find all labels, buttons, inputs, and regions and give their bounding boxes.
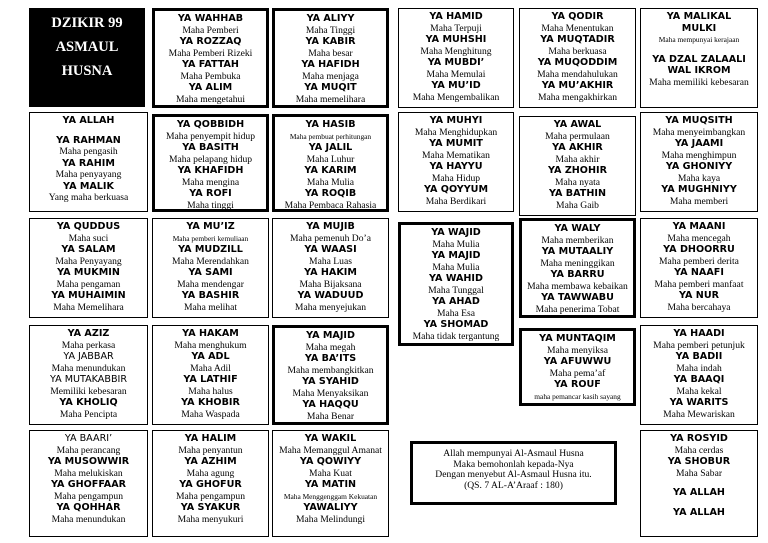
divine-name: YA AFUWWU	[543, 356, 612, 367]
name-meaning: Maha Tunggal	[428, 284, 484, 296]
divine-name: YA FATTAH	[182, 59, 239, 70]
name-card	[398, 8, 514, 108]
name-meaning: Maha pengaman	[56, 278, 121, 290]
divine-name: YA MAJID	[431, 250, 481, 261]
name-meaning: Maha melukiskan	[54, 467, 123, 479]
divine-name: YA QODIR	[551, 11, 604, 22]
name-meaning: Maha permulaan	[545, 130, 610, 142]
divine-name: YA QOYYUM	[424, 184, 488, 195]
name-meaning: Maha menghimpun	[661, 149, 737, 161]
divine-name: YA HAKAM	[182, 328, 239, 339]
name-card	[152, 430, 269, 537]
name-card	[272, 8, 389, 108]
name-meaning: Memiliki kebesaran	[50, 385, 127, 397]
name-meaning: Maha Mulia	[306, 176, 355, 188]
name-meaning: Maha penyayang	[55, 169, 122, 180]
divine-name: YA HAYYU	[429, 161, 483, 172]
divine-name: YA WAHID	[429, 273, 483, 284]
name-meaning: Maha penyempit hidup	[166, 130, 255, 142]
name-meaning: Maha memelihara	[295, 93, 366, 105]
quote-line: Dengan menyebut Al-Asmaul Husna itu.	[435, 469, 592, 481]
divine-name: YA ALLAH	[673, 487, 725, 498]
name-meaning: Maha mengina	[181, 176, 240, 188]
divine-name: YA BASHIR	[181, 290, 240, 301]
name-meaning: Maha pemberi derita	[659, 255, 739, 267]
divine-name: YA HAKIM	[304, 267, 357, 278]
name-meaning: Maha kaya	[677, 172, 721, 184]
divine-name: YA HALIM	[184, 433, 237, 444]
name-card	[519, 218, 636, 318]
divine-name: YA SYAHID	[302, 376, 359, 387]
name-meaning: Maha pengampun	[53, 490, 123, 502]
divine-name: YA GHOFFAAR	[50, 479, 127, 490]
divine-name: YA MATIN	[304, 479, 357, 490]
name-meaning: Maha Mematikan	[422, 149, 490, 161]
name-meaning: Maha tinggi	[187, 199, 234, 211]
name-meaning: Maha Kuat	[309, 467, 352, 479]
name-meaning: Maha menjaga	[302, 70, 359, 82]
divine-name: YA AWAL	[553, 119, 602, 130]
name-meaning: Maha Benar	[306, 410, 355, 422]
name-meaning: Maha memberikan	[541, 234, 614, 246]
name-meaning: Maha membawa kebaikan	[527, 280, 628, 292]
divine-name: YA SALAM	[61, 244, 116, 255]
divine-name: YA WAJID	[431, 227, 481, 238]
spacer	[643, 499, 755, 507]
divine-name: YA BARRU	[550, 269, 605, 280]
name-card	[519, 116, 636, 216]
divine-name: YA MALIKAL	[666, 11, 732, 22]
divine-name: YA MAANI	[672, 221, 726, 232]
name-meaning: Maha Waspada	[181, 408, 240, 420]
name-meaning: Maha memiliki kebesaran	[649, 76, 749, 88]
divine-name: YA AZHIM	[184, 456, 237, 467]
name-meaning: Maha Luas	[309, 255, 352, 267]
divine-name: YA MUNTAQIM	[539, 333, 616, 344]
divine-name: YA SYAKUR	[180, 502, 241, 513]
divine-name: YA SAMI	[188, 267, 233, 278]
spacer	[32, 127, 145, 135]
divine-name: YA QOWIYY	[299, 456, 362, 467]
divine-name: YA BATHIN	[549, 188, 606, 199]
name-meaning: Maha pemberi kemuliaan	[172, 233, 249, 243]
name-card	[152, 114, 269, 212]
name-card	[398, 222, 514, 346]
divine-name: YA MU’AKHIR	[541, 80, 614, 91]
name-meaning: Maha Gaib	[556, 199, 599, 211]
name-meaning: Maha akhir	[555, 153, 600, 165]
divine-name: YA MUHYI	[429, 115, 483, 126]
divine-name: YA MU’IZ	[186, 221, 235, 232]
name-meaning: Maha Memanggul Amanat	[279, 444, 382, 456]
divine-name: YA TAWWABU	[541, 292, 614, 303]
name-card	[640, 218, 758, 318]
name-card	[398, 112, 514, 212]
divine-name: YA BADII	[675, 351, 723, 362]
name-meaning: Maha menundukan	[51, 513, 126, 525]
name-meaning: Maha Mengembalikan	[412, 91, 500, 103]
name-meaning: Maha Memulai	[426, 68, 486, 80]
name-meaning: Maha tidak tergantung	[412, 330, 500, 342]
title-block	[29, 8, 145, 107]
name-card	[29, 218, 148, 318]
divine-name: YA BA’ITS	[304, 353, 357, 364]
name-meaning: Maha agung	[186, 467, 235, 479]
name-meaning: Maha menyiksa	[546, 344, 608, 356]
name-meaning: Maha Menghidupkan	[414, 126, 498, 138]
name-card	[519, 328, 636, 406]
name-card	[29, 112, 148, 212]
divine-name: MULKI	[681, 22, 717, 34]
name-meaning: Maha Pemberi Rizeki	[168, 47, 253, 59]
divine-name: YA ROSYID	[670, 433, 728, 444]
name-meaning: Maha melihat	[183, 301, 237, 313]
divine-name: YA HAQQU	[302, 399, 359, 410]
name-meaning: Maha Menghitung	[420, 45, 492, 57]
divine-name: YA ROQIB	[304, 188, 357, 199]
name-card	[272, 218, 389, 318]
divine-name: YA WALY	[554, 223, 601, 234]
divine-name: YA KHAFIDH	[177, 165, 244, 176]
divine-name: WAL IKROM	[667, 65, 731, 76]
name-card	[29, 325, 148, 425]
name-meaning: Maha nyata	[554, 176, 601, 188]
divine-name: YA QOHHAR	[56, 502, 121, 513]
name-meaning: Maha pemberi manfaat	[654, 278, 744, 290]
quote-line: Maka bemohonlah kepada-Nya	[453, 458, 574, 470]
name-meaning: Maha menundukan	[51, 362, 126, 374]
spacer	[643, 479, 755, 487]
name-card	[640, 112, 758, 212]
name-meaning: Maha Melindungi	[295, 513, 365, 525]
name-meaning: Maha Bijaksana	[299, 278, 362, 290]
name-meaning: Maha berkuasa	[548, 45, 607, 57]
name-meaning: Maha Pemberi	[182, 24, 239, 36]
divine-name: YA MUDZILL	[178, 244, 243, 255]
name-meaning: Yang maha berkuasa	[48, 192, 129, 203]
name-meaning: Maha Adil	[190, 362, 231, 374]
divine-name: YA ALLAH	[62, 115, 115, 126]
name-meaning: Maha meninggikan	[540, 257, 615, 269]
divine-name: YA KHOBIR	[181, 397, 240, 408]
divine-name: YA DHOORRU	[663, 244, 735, 255]
name-meaning: Maha Mewariskan	[663, 408, 735, 420]
title-line: ASMAUL	[55, 39, 119, 55]
divine-name: YA MUGHNIYY	[661, 184, 737, 195]
divine-name: YA MUJIB	[306, 221, 355, 232]
divine-name: YA MUMIT	[429, 138, 483, 149]
name-card	[640, 430, 758, 537]
name-meaning: Maha menyeimbangkan	[652, 126, 746, 138]
name-meaning: Maha mengakhirkan	[537, 91, 618, 103]
title-line: HUSNA	[61, 63, 113, 79]
name-meaning: Maha megah	[305, 341, 356, 353]
name-card	[640, 325, 758, 425]
divine-name: YA HAMID	[429, 11, 483, 22]
name-meaning: Maha pemenuh Do’a	[290, 232, 371, 244]
divine-name: YA ROZZAQ	[179, 36, 242, 47]
divine-name: YA KARIM	[304, 165, 357, 176]
divine-name: YA AZIZ	[67, 328, 110, 339]
name-meaning: Maha Terpuji	[430, 22, 482, 34]
divine-name: YA MUQSITH	[665, 115, 733, 126]
name-meaning: Maha suci	[68, 232, 109, 244]
divine-name: YA BAAQI	[673, 374, 725, 385]
divine-name: YA RAHIM	[62, 157, 115, 169]
quote-line: (QS. 7 AL-A’Araaf : 180)	[464, 479, 563, 491]
divine-name: YA MUTAALIY	[541, 246, 614, 257]
name-card	[29, 430, 148, 537]
divine-name: YA SHOBUR	[667, 456, 731, 467]
divine-name: YA WAHHAB	[177, 13, 244, 24]
divine-name: YA HASIB	[305, 119, 356, 130]
divine-name: YA MALIK	[63, 180, 114, 192]
name-card	[152, 8, 269, 108]
divine-name: YA MUQIT	[304, 82, 357, 93]
divine-name: YA WAKIL	[304, 433, 357, 444]
divine-name: YA LATHIF	[183, 374, 238, 385]
divine-name: YA ADL	[191, 351, 230, 362]
divine-name: YA MU’ID	[431, 80, 481, 91]
divine-name: YA JABBAR	[63, 351, 114, 362]
name-meaning: Maha pelapang hidup	[168, 153, 253, 165]
name-meaning: Maha Luhur	[306, 153, 355, 165]
divine-name: YA ROFI	[189, 188, 232, 199]
divine-name: YA MUHAIMIN	[51, 290, 126, 301]
name-meaning: Maha menghukum	[174, 339, 247, 351]
divine-name: YA AHAD	[432, 296, 480, 307]
name-meaning: Maha Memelihara	[53, 301, 124, 313]
name-meaning: Maha Pencipta	[59, 408, 118, 420]
name-meaning: Maha cerdas	[674, 444, 724, 456]
name-meaning: Maha penyantun	[178, 444, 243, 456]
name-meaning: Maha penerima Tobat	[535, 303, 620, 315]
divine-name: YA MUSOWWIR	[47, 456, 130, 467]
divine-name: YA ROUF	[554, 379, 601, 390]
title-line: DZIKIR 99	[51, 15, 123, 31]
name-meaning: Maha mendahulukan	[537, 68, 618, 80]
divine-name: YA ZHOHIR	[548, 165, 607, 176]
divine-name: YA MUTAKABBIR	[49, 374, 128, 385]
name-meaning: Maha Hidup	[431, 172, 481, 184]
name-card	[272, 325, 389, 425]
name-meaning: Maha Pembaca Rahasia	[284, 199, 377, 211]
divine-name: YA ALIM	[188, 82, 233, 93]
name-meaning: Maha Esa	[436, 307, 476, 319]
quote-line: Allah mempunyai Al-Asmaul Husna	[443, 448, 584, 459]
name-meaning: Maha Tinggi	[305, 24, 356, 36]
divine-name: YA QOBBIDH	[176, 119, 245, 130]
name-meaning: Maha perkasa	[61, 339, 116, 351]
divine-name: YA MUQTADIR	[540, 34, 615, 45]
divine-name: YA WARITS	[669, 397, 729, 408]
divine-name: YA SHOMAD	[423, 319, 489, 330]
divine-name: YA WADUUD	[297, 290, 364, 301]
divine-name: YA MUBDI’	[427, 57, 485, 68]
name-meaning: Maha pengampun	[175, 490, 245, 502]
divine-name: YA MUQODDIM	[537, 57, 618, 68]
divine-name: YA NUR	[679, 290, 719, 301]
name-meaning: Maha Mulia	[432, 238, 480, 250]
name-meaning: Maha perancang	[56, 444, 121, 456]
name-card	[272, 430, 389, 537]
name-meaning: Maha bercahaya	[667, 301, 731, 313]
divine-name: YA JALIL	[308, 142, 353, 153]
divine-name: YA HAFIDH	[301, 59, 360, 70]
name-card	[640, 8, 758, 108]
divine-name: YA RAHMAN	[56, 134, 121, 146]
divine-name: YA BASITH	[182, 142, 239, 153]
name-meaning: Maha besar	[308, 47, 353, 59]
name-meaning: Maha memberi	[669, 195, 729, 207]
divine-name: YA KHOLIQ	[59, 397, 118, 408]
divine-name: YA MAJID	[306, 330, 355, 341]
name-meaning: Maha halus	[188, 385, 233, 397]
divine-name: YA GHOFUR	[179, 479, 242, 490]
divine-name: YA WAASI	[304, 244, 357, 255]
name-card	[272, 114, 389, 212]
name-meaning: Maha mendengar	[177, 278, 244, 290]
divine-name: YA AKHIR	[552, 142, 603, 153]
name-meaning: Maha Sabar	[675, 467, 723, 479]
name-meaning: Maha menyukuri	[177, 513, 244, 525]
name-card	[152, 325, 269, 425]
divine-name: YA MUHSHI	[425, 34, 487, 45]
divine-name: YA JAAMI	[674, 138, 724, 149]
name-meaning: Maha pengasih	[59, 146, 118, 157]
name-meaning: Maha kekal	[676, 385, 722, 397]
name-meaning: Maha Menyaksikan	[292, 387, 369, 399]
name-meaning: Maha Pembuka	[180, 70, 241, 82]
name-meaning: Maha Merendahkan	[172, 255, 249, 267]
divine-name: YA HAADI	[673, 328, 725, 339]
name-meaning: Maha membangkitkan	[287, 364, 374, 376]
name-meaning: Maha Menggenggam Kekuatan	[283, 491, 378, 501]
divine-name: YA ALLAH	[673, 506, 725, 518]
divine-name: YA BAARI’	[64, 433, 113, 444]
divine-name: YA MUKMIN	[57, 267, 120, 278]
name-meaning: maha pemancar kasih sayang	[534, 391, 621, 401]
divine-name: YA QUDDUS	[56, 221, 121, 232]
divine-name: YA KABIR	[305, 36, 356, 47]
name-meaning: Maha pema’af	[549, 367, 606, 379]
name-meaning: Maha Menentukan	[541, 22, 614, 34]
spacer	[643, 46, 755, 54]
divine-name: YA NAAFI	[674, 267, 724, 278]
name-meaning: Maha Berdikari	[425, 195, 487, 207]
name-card	[519, 8, 636, 108]
name-meaning: Maha pembuat perhitungan	[289, 131, 372, 141]
name-meaning: Maha pemberi petunjuk	[653, 339, 745, 351]
name-card	[152, 218, 269, 318]
divine-name: YA GHONIYY	[665, 161, 733, 172]
divine-name: YA DZAL ZALAALI	[652, 53, 746, 65]
name-meaning: Maha indah	[676, 362, 722, 374]
name-meaning: Maha mencegah	[667, 232, 731, 244]
divine-name: YAWALIYY	[303, 502, 358, 513]
quran-quote-box	[410, 441, 617, 505]
name-meaning: Maha mengetahui	[176, 93, 245, 105]
name-meaning: Maha menyejukan	[294, 301, 367, 313]
name-meaning: Maha mempunyai kerajaan	[658, 35, 740, 44]
divine-name: YA ALIYY	[306, 13, 355, 24]
name-meaning: Maha Mulia	[432, 261, 480, 273]
name-meaning: Maha Penyayang	[55, 255, 122, 267]
